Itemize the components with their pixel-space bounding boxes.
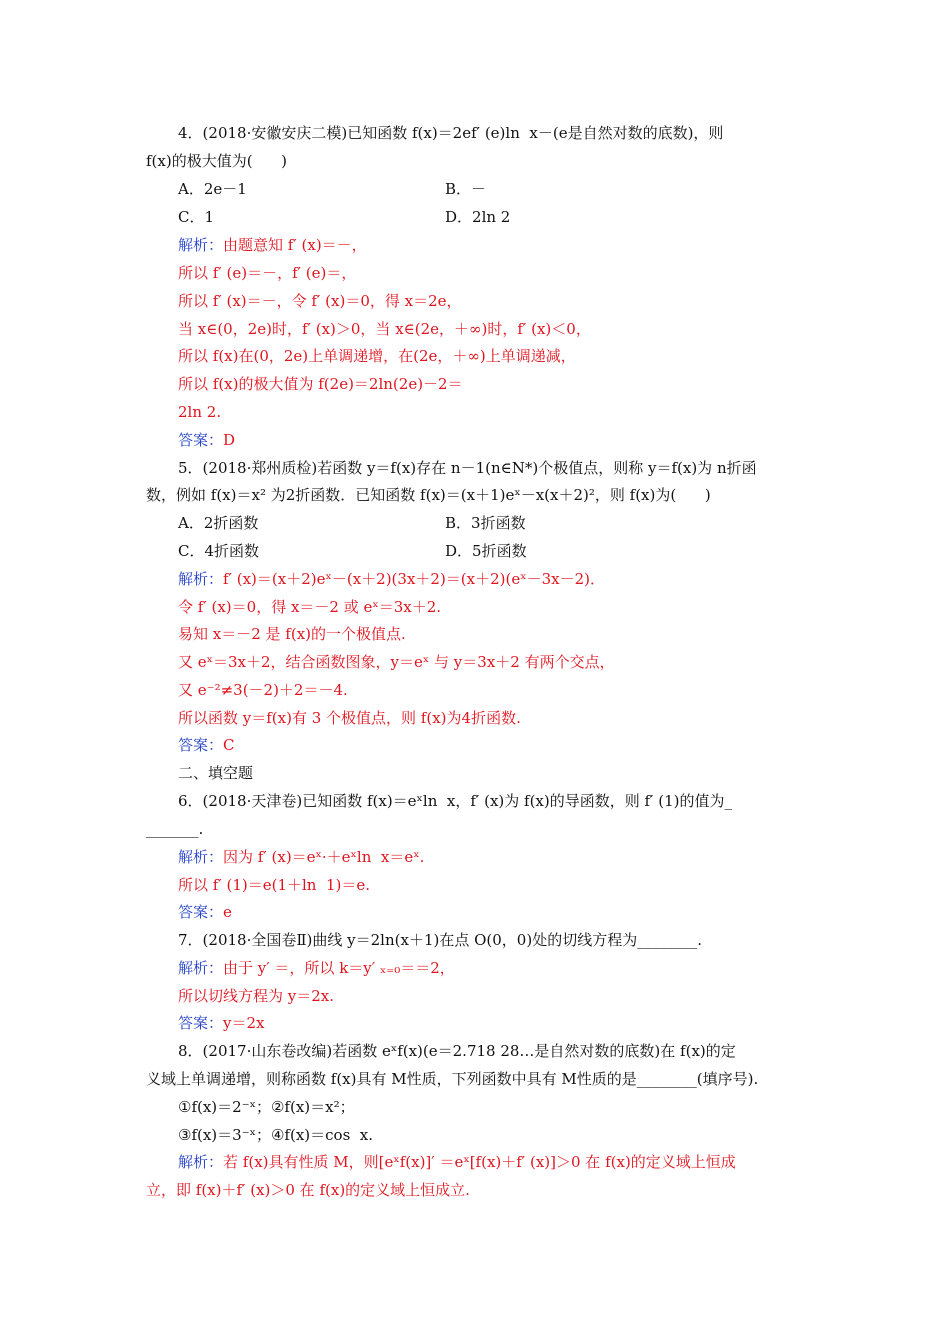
problem5-option-b: B．3折函数 [445, 514, 526, 532]
problem5-option-c: C．4折函数 [178, 542, 260, 560]
solution-text: 由于 y′ ＝，所以 k＝y′ ₓ₌₀＝＝2， [223, 959, 455, 977]
problem4-solution-line4: 当 x∈(0，2e)时，f′ (x)＞0，当 x∈(2e，＋∞)时，f′ (x)＜0， [178, 320, 591, 338]
problem4-stem-line2: f(x)的极大值为( ) [146, 152, 288, 170]
solution-text: 由题意知 f′ (x)＝－， [223, 236, 367, 254]
answer-label: 答案： [178, 736, 224, 754]
problem8-stem-line2: 义域上单调递增，则称函数 f(x)具有 M性质，下列函数中具有 M性质的是________(填序号). [146, 1070, 759, 1088]
solution-text: 若 f(x)具有性质 M，则[eˣf(x)]′ ＝eˣ[f(x)＋f′ (x)]＞0 在 f(x)的定义域上恒成 [223, 1153, 736, 1171]
problem4-solution-line5: 所以 f(x)在(0，2e)上单调递增，在(2e，＋∞)上单调递减， [178, 347, 576, 365]
problem5-solution-line3: 易知 x＝－2 是 f(x)的一个极值点. [178, 625, 406, 643]
problem7-solution-line2: 所以切线方程为 y＝2x. [178, 987, 335, 1005]
solution-text: f′ (x)＝(x＋2)eˣ－(x＋2)(3x＋2)＝(x＋2)(eˣ－3x－2)． [223, 570, 605, 588]
solution-text: 因为 f′ (x)＝eˣ·＋eˣln x＝eˣ. [223, 848, 425, 866]
problem5-option-d: D．5折函数 [445, 542, 527, 560]
problem4-solution-line3: 所以 f′ (x)＝－，令 f′ (x)＝0，得 x＝2e， [178, 292, 462, 310]
problem7-stem-line1: 7．(2018·全国卷Ⅱ)曲线 y＝2ln(x＋1)在点 O(0，0)处的切线方程为________. [178, 931, 702, 949]
solution-label: 解析： [178, 1153, 224, 1171]
answer-value: D [223, 431, 236, 449]
problem5-solution-line6: 所以函数 y＝f(x)有 3 个极值点，则 f(x)为4折函数. [178, 709, 521, 727]
answer-value: C [223, 736, 235, 754]
problem5-solution-line1 [178, 569, 605, 589]
problem4-stem-line1: 4．(2018·安徽安庆二模)已知函数 f(x)＝2ef′ (e)ln x－(e是自然对数的底数)，则 [178, 124, 724, 142]
problem5-answer [178, 735, 235, 755]
problem8-stem-line1: 8．(2017·山东卷改编)若函数 eˣf(x)(e＝2.718 28…是自然对数的底数)在 f(x)的定 [178, 1042, 736, 1060]
problem5-solution-line5: 又 e⁻²≠3(－2)＋2＝－4. [178, 681, 348, 699]
problem4-option-a: A．2e－1 [178, 180, 247, 198]
problem4-option-c: C．1 [178, 208, 215, 226]
solution-label: 解析： [178, 236, 224, 254]
problem7-answer [178, 1013, 265, 1033]
solution-label: 解析： [178, 848, 224, 866]
answer-value: y＝2x [223, 1014, 265, 1032]
problem5-stem-line1: 5．(2018·郑州质检)若函数 y＝f(x)存在 n－1(n∈N*)个极值点，则称 y＝f(x)为 n折函 [178, 459, 757, 477]
problem4-option-b: B．－ [445, 180, 487, 198]
problem4-solution-line2: 所以 f′ (e)＝－，f′ (e)＝， [178, 264, 357, 282]
answer-value: e [223, 903, 232, 921]
problem8-solution-line2: 立，即 f(x)＋f′ (x)＞0 在 f(x)的定义域上恒成立. [146, 1181, 470, 1199]
problem4-answer [178, 430, 235, 450]
answer-label: 答案： [178, 431, 224, 449]
problem4-solution-line7: 2ln 2. [178, 403, 222, 421]
problem6-solution-line2: 所以 f′ (1)＝e(1＋ln 1)＝e. [178, 876, 371, 894]
problem4-option-d: D．2ln 2 [445, 208, 511, 226]
problem5-solution-line2: 令 f′ (x)＝0，得 x＝－2 或 eˣ＝3x＋2. [178, 598, 442, 616]
problem5-option-a: A．2折函数 [178, 514, 259, 532]
problem8-solution-line1 [178, 1152, 736, 1172]
problem6-stem-line2: _______. [146, 820, 204, 838]
solution-label: 解析： [178, 570, 224, 588]
problem5-stem-line2: 数，例如 f(x)＝x² 为2折函数．已知函数 f(x)＝(x＋1)eˣ－x(x＋2)²，则 f(x)为( ) [146, 486, 711, 504]
problem5-solution-line4: 又 eˣ＝3x＋2，结合函数图象，y＝eˣ 与 y＝3x＋2 有两个交点， [178, 653, 615, 671]
problem6-answer [178, 902, 232, 922]
problem8-items-line1: ①f(x)＝2⁻ˣ；②f(x)＝x²； [178, 1098, 355, 1116]
answer-label: 答案： [178, 903, 224, 921]
problem7-solution-line1 [178, 958, 455, 978]
section-heading-fill-in: 二、填空题 [178, 764, 254, 782]
problem4-solution-line1 [178, 235, 367, 255]
problem6-solution-line1 [178, 847, 424, 867]
problem4-solution-line6: 所以 f(x)的极大值为 f(2e)＝2ln(2e)－2＝ [178, 375, 463, 393]
answer-label: 答案： [178, 1014, 224, 1032]
problem8-items-line2: ③f(x)＝3⁻ˣ；④f(x)＝cos x. [178, 1126, 374, 1144]
solution-label: 解析： [178, 959, 224, 977]
problem6-stem-line1: 6．(2018·天津卷)已知函数 f(x)＝eˣln x，f′ (x)为 f(x)的导函数，则 f′ (1)的值为_ [178, 792, 732, 810]
